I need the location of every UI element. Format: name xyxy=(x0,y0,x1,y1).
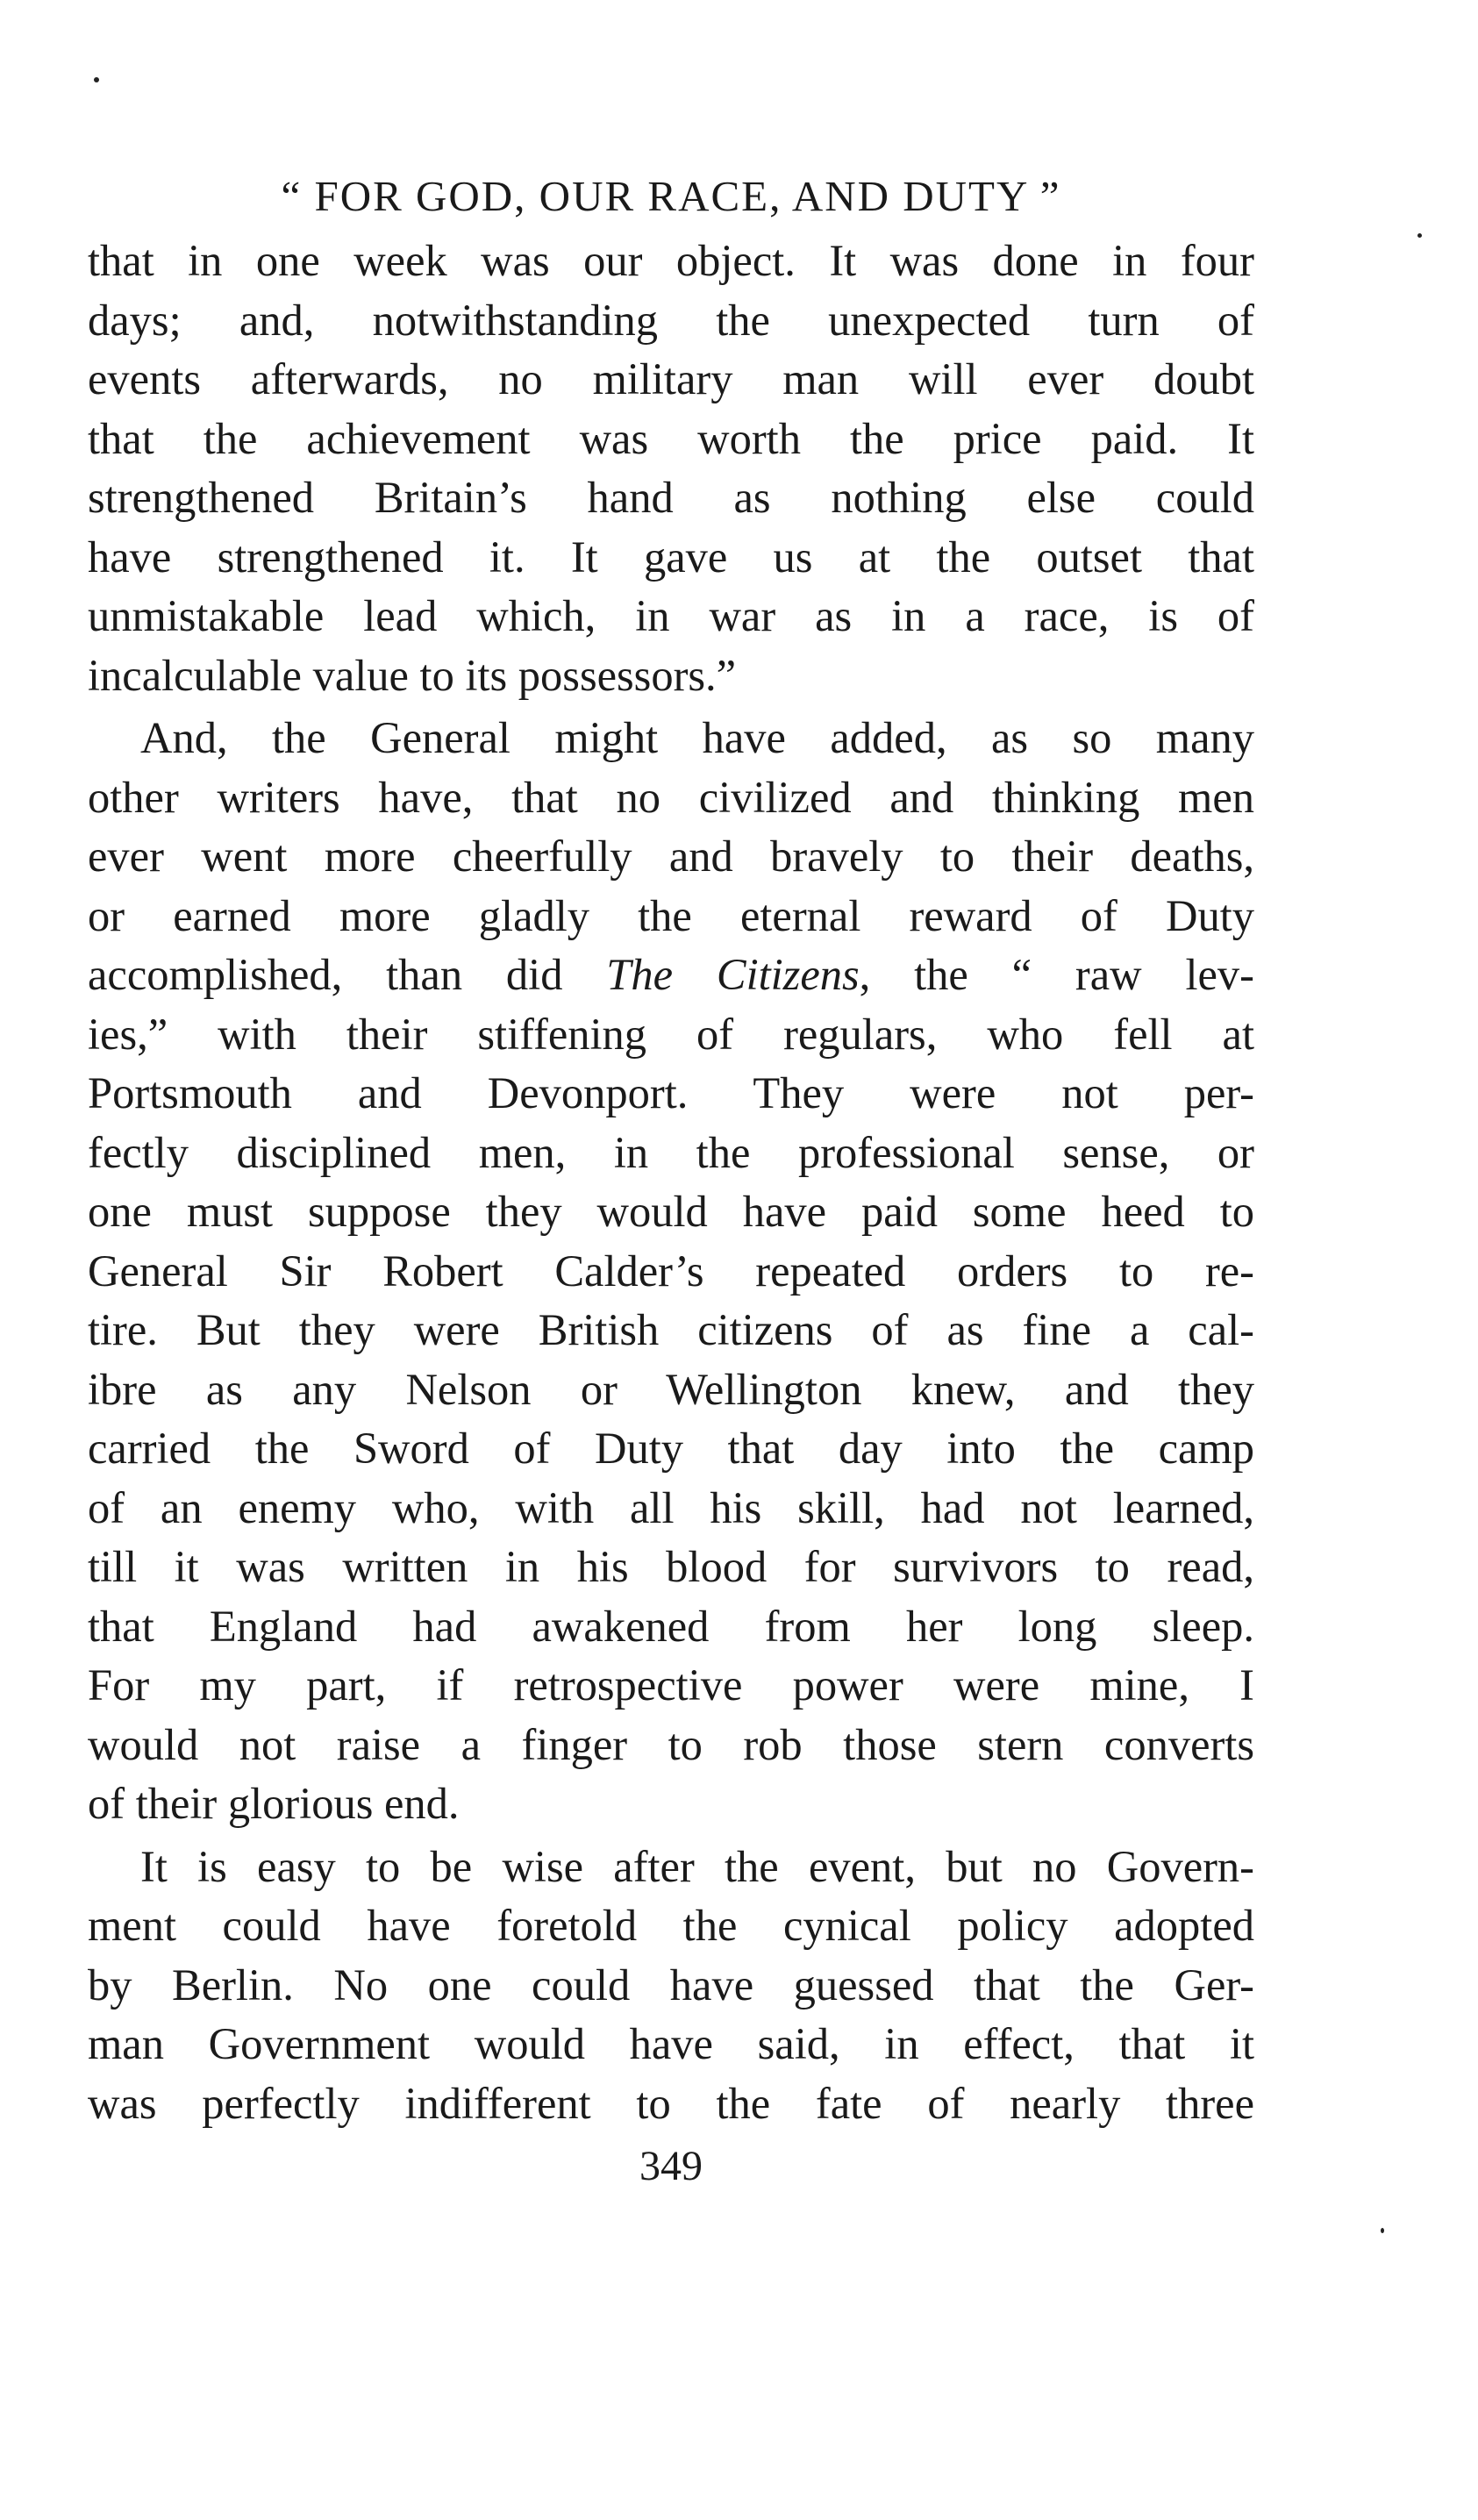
italic-title: The Citizens xyxy=(606,950,860,999)
text-line: by Berlin. No one could have guessed that the Ger- xyxy=(88,1960,1254,2010)
text-line: till it was written in his blood for survivors to read, xyxy=(88,1542,1254,1591)
text-line: that in one week was our object. It was done in four xyxy=(88,236,1254,285)
text-line: And, the General might have added, as so many xyxy=(140,713,1254,762)
print-speck xyxy=(94,77,99,82)
book-page xyxy=(88,167,1254,2195)
text-line: General Sir Robert Calder’s repeated orders to re- xyxy=(88,1246,1254,1296)
paragraph-1 xyxy=(88,232,1254,705)
text-line: man Government would have said, in effect, that it xyxy=(88,2019,1254,2068)
text-line: ies,” with their stiffening of regulars, who fell at xyxy=(88,1009,1254,1059)
paragraph-3 xyxy=(88,1838,1254,2134)
text-line: other writers have, that no civilized and thinking men xyxy=(88,772,1254,822)
text-line: ever went more cheerfully and bravely to their deaths, xyxy=(88,832,1254,881)
text-line: events afterwards, no military man will ever doubt xyxy=(88,354,1254,403)
text-line: tire. But they were British citizens of as fine a cal- xyxy=(88,1305,1254,1354)
text-line: ibre as any Nelson or Wellington knew, and they xyxy=(88,1364,1254,1414)
text-line: incalculable value to its possessors.” xyxy=(88,650,737,700)
text-line: was perfectly indifferent to the fate of nearly three xyxy=(88,2078,1254,2128)
paragraph-2 xyxy=(88,709,1254,1834)
text-line: For my part, if retrospective power were mine, I xyxy=(88,1660,1254,1710)
text-line: or earned more gladly the eternal reward of Duty xyxy=(88,890,1254,940)
running-title: “ FOR GOD, OUR RACE, AND DUTY ” xyxy=(281,172,1061,220)
text-line: ment could have foretold the cynical policy adopted xyxy=(88,1901,1254,1950)
text-line: days; and, notwithstanding the unexpected turn of xyxy=(88,295,1254,345)
text-line: strengthened Britain’s hand as nothing else could xyxy=(88,473,1254,522)
text-line: Portsmouth and Devonport. They were not per- xyxy=(88,1068,1254,1117)
text-line: that England had awakened from her long sleep. xyxy=(88,1601,1254,1651)
print-speck xyxy=(1417,233,1422,238)
text-line: would not raise a finger to rob those stern converts xyxy=(88,1719,1254,1769)
text-line: that the achievement was worth the price paid. It xyxy=(88,413,1254,463)
text-line: have strengthened it. It gave us at the outset that xyxy=(88,532,1254,582)
text-line: It is easy to be wise after the event, but no Govern- xyxy=(140,1841,1254,1891)
text-line: one must suppose they would have paid some heed to xyxy=(88,1187,1254,1236)
print-speck xyxy=(1381,2228,1384,2233)
text-line: of their glorious end. xyxy=(88,1779,460,1828)
text-line: carried the Sword of Duty that day into the camp xyxy=(88,1424,1254,1473)
text-line: fectly disciplined men, in the professional sense, or xyxy=(88,1127,1254,1177)
text-line: of an enemy who, with all his skill, had not learned, xyxy=(88,1482,1254,1532)
text-line: unmistakable lead which, in war as in a race, is of xyxy=(88,591,1254,640)
page-number: 349 xyxy=(639,2143,703,2189)
text-line: accomplished, than did The Citizens, the “ raw lev- xyxy=(88,950,1254,999)
